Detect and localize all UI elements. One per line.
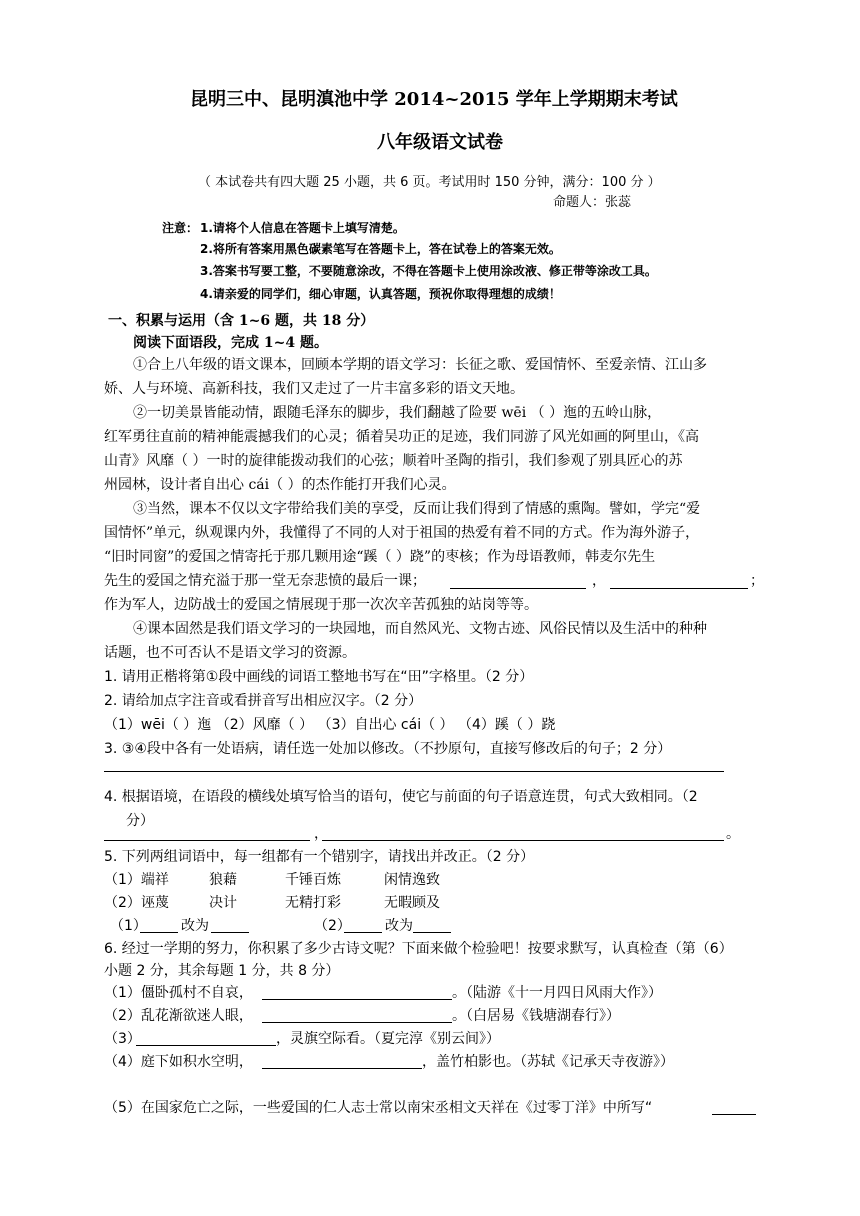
answer-blank[interactable] <box>140 932 178 933</box>
answer-blank[interactable] <box>211 932 249 933</box>
q5-word: 千锤百炼 <box>285 872 341 888</box>
notice-item: 3.答案书写要工整，不要随意涂改，不得在答题卡上使用涂改液、修正带等涂改工具。 <box>200 264 657 278</box>
passage-line: ①合上八年级的语文课本，回顾本学期的语文学习：长征之歌、爱国情怀、至爱亲情、江山多 <box>133 357 707 373</box>
notice-item: 1.请将个人信息在答题卡上填写清楚。 <box>200 221 405 235</box>
question-4-cont: 分） <box>126 813 154 829</box>
q6-item-source: 。（白居易《钱塘湖春行》） <box>452 1008 620 1024</box>
question-2-items: （1）wēi（ ）迤 （2）风靡（ ） （3）自出心 cái（ ） （4）蹊（ ）跷 <box>104 717 556 733</box>
passage-line: ④课本固然是我们语文学习的一块园地，而自然风光、文物古迹、风俗民情以及生活中的种种 <box>133 621 707 637</box>
passage-line: 先生的爱国之情充溢于那一堂无奈悲愤的最后一课； <box>104 573 426 589</box>
q5-word: 无暇顾及 <box>384 895 440 911</box>
q6-item: （3） <box>104 1031 141 1047</box>
question-1: 1. 请用正楷将第①段中画线的词语工整地书写在“田”字格里。（2 分） <box>104 669 534 685</box>
notice-item: 2.将所有答案用黑色碳素笔写在答题卡上，答在试卷上的答案无效。 <box>200 242 561 256</box>
q5-word: 决计 <box>209 895 237 911</box>
q5-word: （2）诬蔑 <box>104 895 169 911</box>
notice-label: 注意： <box>162 221 199 235</box>
q6-item: （4）庭下如积水空明， <box>104 1054 253 1070</box>
answer-blank[interactable] <box>413 932 451 933</box>
passage-line: ③当然，课本不仅以文字带给我们美的享受，反而让我们得到了情感的熏陶。譬如，学完“爱 <box>133 501 701 517</box>
passage-line: “旧时同窗”的爱国之情寄托于那几颗用途“蹊（ ）跷”的枣核；作为母语教师，韩麦尔先生 <box>104 549 656 565</box>
answer-blank[interactable] <box>262 999 452 1000</box>
exam-title: 昆明三中、昆明滇池中学 2014~2015 学年上学期期末考试 <box>190 89 678 110</box>
answer-line[interactable] <box>104 771 724 772</box>
section-instruction: 阅读下面语段，完成 1~4 题。 <box>133 335 328 351</box>
exam-info: （ 本试卷共有四大题 25 小题，共 6 页。考试用时 150 分钟，满分：100 分 ） <box>198 175 661 190</box>
question-6-cont: 小题 2 分，其余每题 1 分，共 8 分） <box>104 963 340 979</box>
q6-item-source: ，灵旗空际看。（夏完淳《别云间》） <box>276 1031 500 1047</box>
q5-word: （1）端祥 <box>104 872 169 888</box>
passage-line: 红军勇往直前的精神能震撼我们的心灵；循着吴功正的足迹，我们同游了风光如画的阿里山，《高 <box>104 429 699 445</box>
q5-fill-label: 改为 <box>385 918 413 934</box>
passage-line: 国情怀”单元，纵观课内外，我懂得了不同的人对于祖国的热爱有着不同的方式。作为海外游子， <box>104 525 700 541</box>
answer-line[interactable] <box>322 840 724 841</box>
q6-item: （1）僵卧孤村不自哀， <box>104 985 253 1001</box>
q6-item-source: ，盖竹柏影也。（苏轼《记承天寺夜游》） <box>422 1054 674 1070</box>
passage-line: ②一切美景皆能动情，跟随毛泽东的脚步，我们翻越了险要 wēi （ ）迤的五岭山脉， <box>133 405 662 421</box>
q5-word: 闲情逸致 <box>384 872 440 888</box>
q5-word: 狼藉 <box>209 872 237 888</box>
q6-item: （5）在国家危亡之际，一些爱国的仁人志士常以南宋丞相文天祥在《过零丁洋》中所写“ <box>104 1100 653 1116</box>
answer-blank[interactable] <box>136 1045 276 1046</box>
q6-item: （2）乱花渐欲迷人眼， <box>104 1008 253 1024</box>
question-5: 5. 下列两组词语中，每一组都有一个错别字，请找出并改正。（2 分） <box>104 849 535 865</box>
answer-blank[interactable] <box>712 1114 756 1115</box>
answer-blank[interactable] <box>610 588 748 589</box>
passage-line: 州园林，设计者自出心 cái（ ）的杰作能打开我们心灵。 <box>104 477 456 493</box>
question-3: 3. ③④段中各有一处语病，请任选一处加以修改。（不抄原句，直接写修改后的句子；2 分） <box>104 741 672 757</box>
passage-line: 作为军人，边防战士的爱国之情展现于那一次次辛苦孤独的站岗等等。 <box>104 597 538 613</box>
answer-blank[interactable] <box>262 1068 422 1069</box>
q5-word: 无精打彩 <box>285 895 341 911</box>
answer-blank[interactable] <box>450 588 586 589</box>
q5-fill-label: （1） <box>110 918 147 934</box>
answer-blank[interactable] <box>344 932 382 933</box>
q5-fill-label: 改为 <box>181 918 209 934</box>
question-2: 2. 请给加点字注音或看拼音写出相应汉字。（2 分） <box>104 693 423 709</box>
passage-line: 话题，也不可否认不是语文学习的资源。 <box>104 645 356 661</box>
answer-line[interactable] <box>104 840 310 841</box>
question-4: 4. 根据语境，在语段的横线处填写恰当的语句，使它与前面的句子语意连贯，句式大致相同。（2 <box>104 789 698 805</box>
exam-author: 命题人：张蕊 <box>553 195 632 210</box>
question-6: 6. 经过一学期的努力，你积累了多少古诗文呢？下面来做个检验吧！按要求默写，认真检查（第（6） <box>104 941 733 957</box>
q5-fill-label: （2） <box>314 918 351 934</box>
q6-item-source: 。（陆游《十一月四日风雨大作》） <box>452 985 662 1001</box>
exam-subtitle: 八年级语文试卷 <box>377 132 503 153</box>
passage-line: 娇、人与环境、高新科技，我们又走过了一片丰富多彩的语文天地。 <box>104 381 524 397</box>
passage-line: 山青》风靡（ ）一时的旋律能拨动我们的心弦；顺着叶圣陶的指引，我们参观了别具匠心的苏 <box>104 453 683 469</box>
answer-blank[interactable] <box>262 1022 452 1023</box>
section-heading: 一、积累与运用（含 1~6 题，共 18 分） <box>108 313 375 329</box>
notice-item: 4.请亲爱的同学们，细心审题，认真答题，预祝你取得理想的成绩！ <box>200 287 561 301</box>
